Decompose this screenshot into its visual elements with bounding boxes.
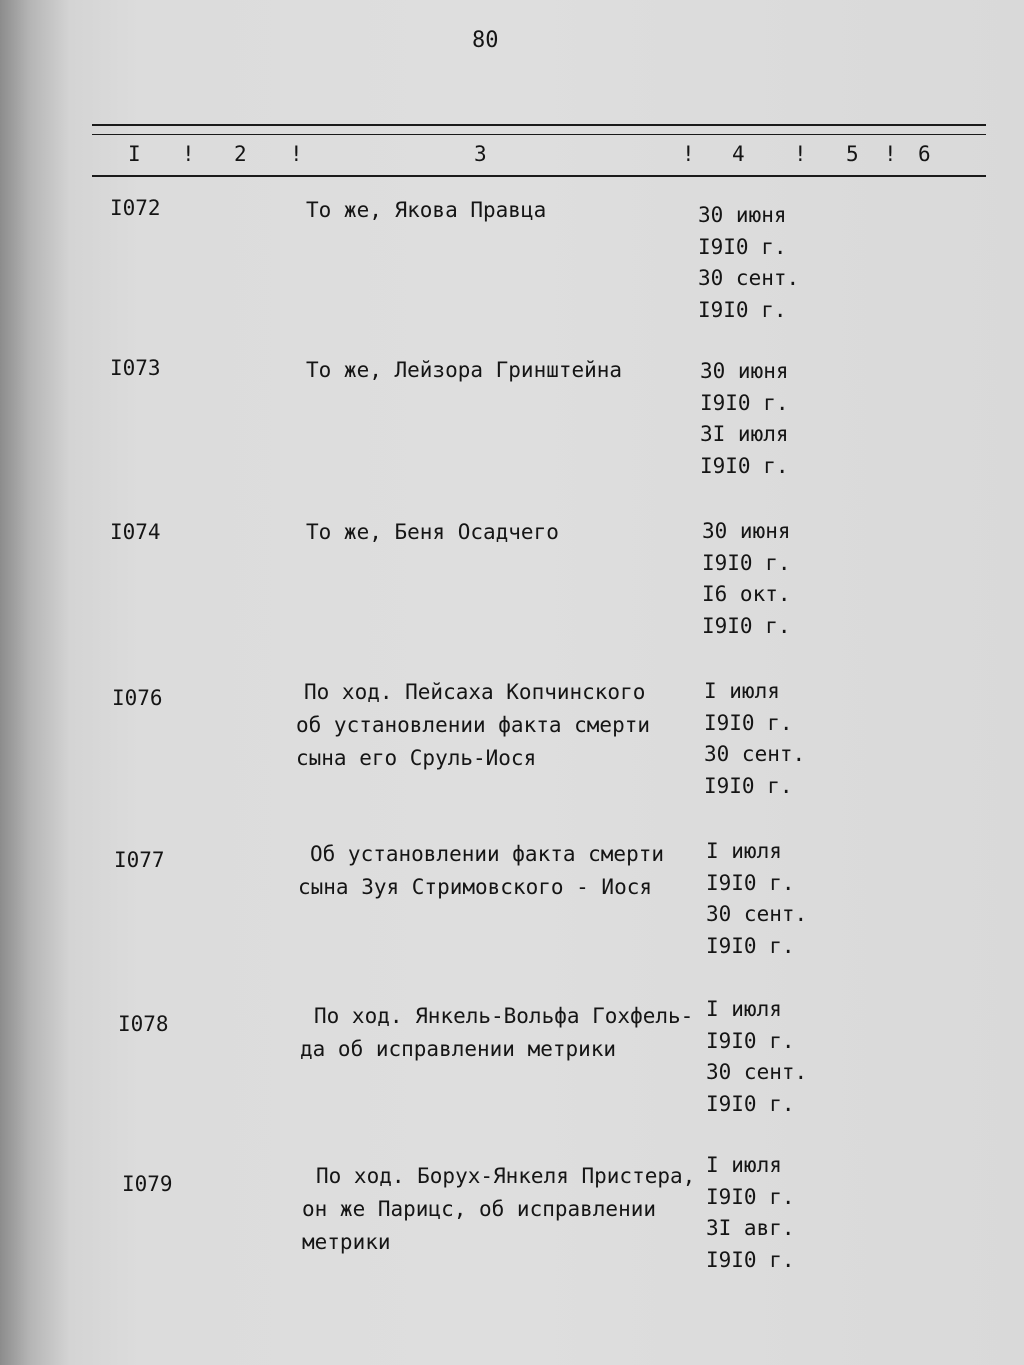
entry-description [296, 676, 650, 775]
entry-description [300, 1000, 693, 1066]
entry-number: I073 [110, 356, 161, 380]
date-start: I июля [706, 839, 782, 863]
header-col-1: I [128, 142, 141, 166]
year-end: I9I0 г. [706, 933, 795, 958]
description-line: сына Зуя Стримовского - Иося [298, 875, 653, 899]
description-line: да об исправлении метрики [300, 1037, 617, 1061]
year-start: I9I0 г. [706, 1028, 795, 1053]
entry-number: I077 [114, 848, 165, 872]
year-end: I9I0 г. [704, 773, 793, 798]
description-line: То же, Беня Осадчего [306, 520, 559, 544]
description-line: он же Парицс, об исправлении [302, 1197, 657, 1221]
entry-description [302, 1160, 695, 1259]
entry-number: I076 [112, 686, 163, 710]
header-col-2: 2 [234, 142, 247, 166]
description-line: сына его Сруль-Иося [296, 746, 537, 770]
year-end: I9I0 г. [702, 613, 791, 638]
year-start: I9I0 г. [702, 550, 791, 575]
date-start: I июля [706, 1153, 782, 1177]
year-start: I9I0 г. [706, 1184, 795, 1209]
entry-number: I078 [118, 1012, 169, 1036]
date-start: 30 июня [702, 519, 791, 543]
entry-dates [702, 516, 791, 642]
entry-dates [698, 200, 799, 326]
header-col-4: 4 [732, 142, 745, 166]
entry-number: I074 [110, 520, 161, 544]
entry-description [306, 194, 546, 227]
header-separator: ! [884, 142, 897, 166]
date-end: 30 сент. [706, 902, 808, 926]
header-separator: ! [182, 142, 195, 166]
header-separator: ! [794, 142, 807, 166]
date-start: 30 июня [700, 359, 789, 383]
header-col-3: 3 [474, 142, 487, 166]
page-number: 80 [472, 28, 499, 53]
year-start: I9I0 г. [700, 390, 789, 415]
description-line: По ход. Янкель-Вольфа Гохфель- [314, 1004, 694, 1028]
date-end: 3I авг. [706, 1216, 795, 1240]
entry-number: I072 [110, 196, 161, 220]
year-end: I9I0 г. [706, 1091, 795, 1116]
year-end: I9I0 г. [698, 297, 787, 322]
year-end: I9I0 г. [700, 453, 789, 478]
date-end: 30 сент. [698, 266, 800, 290]
table-top-rule-thin [92, 134, 986, 135]
header-separator: ! [290, 142, 303, 166]
year-start: I9I0 г. [704, 710, 793, 735]
entry-dates [706, 836, 807, 962]
description-line: То же, Лейзора Гринштейна [306, 358, 623, 382]
date-end: 30 сент. [706, 1060, 808, 1084]
entry-dates [706, 1150, 795, 1276]
table-top-rule [92, 124, 986, 126]
date-end: 30 сент. [704, 742, 806, 766]
date-start: I июля [706, 997, 782, 1021]
entry-number: I079 [122, 1172, 173, 1196]
header-col-6: 6 [918, 142, 931, 166]
year-start: I9I0 г. [698, 234, 787, 259]
description-line: По ход. Пейсаха Копчинского [304, 680, 646, 704]
header-col-5: 5 [846, 142, 859, 166]
entry-dates [700, 356, 789, 482]
date-end: I6 окт. [702, 582, 791, 606]
description-line: По ход. Борух-Янкеля Пристера, [316, 1164, 696, 1188]
entry-dates [704, 676, 805, 802]
entry-dates [706, 994, 807, 1120]
table-header-bottom-rule [92, 175, 986, 177]
description-line: Об установлении факта смерти [310, 842, 665, 866]
header-separator: ! [682, 142, 695, 166]
year-start: I9I0 г. [706, 870, 795, 895]
description-line: об установлении факта смерти [296, 713, 651, 737]
year-end: I9I0 г. [706, 1247, 795, 1272]
date-start: 30 июня [698, 203, 787, 227]
description-line: То же, Якова Правца [306, 198, 547, 222]
entry-description [306, 516, 559, 549]
date-start: I июля [704, 679, 780, 703]
date-end: 3I июля [700, 422, 789, 446]
entry-description [298, 838, 664, 904]
description-line: метрики [302, 1230, 391, 1254]
entry-description [306, 354, 622, 387]
